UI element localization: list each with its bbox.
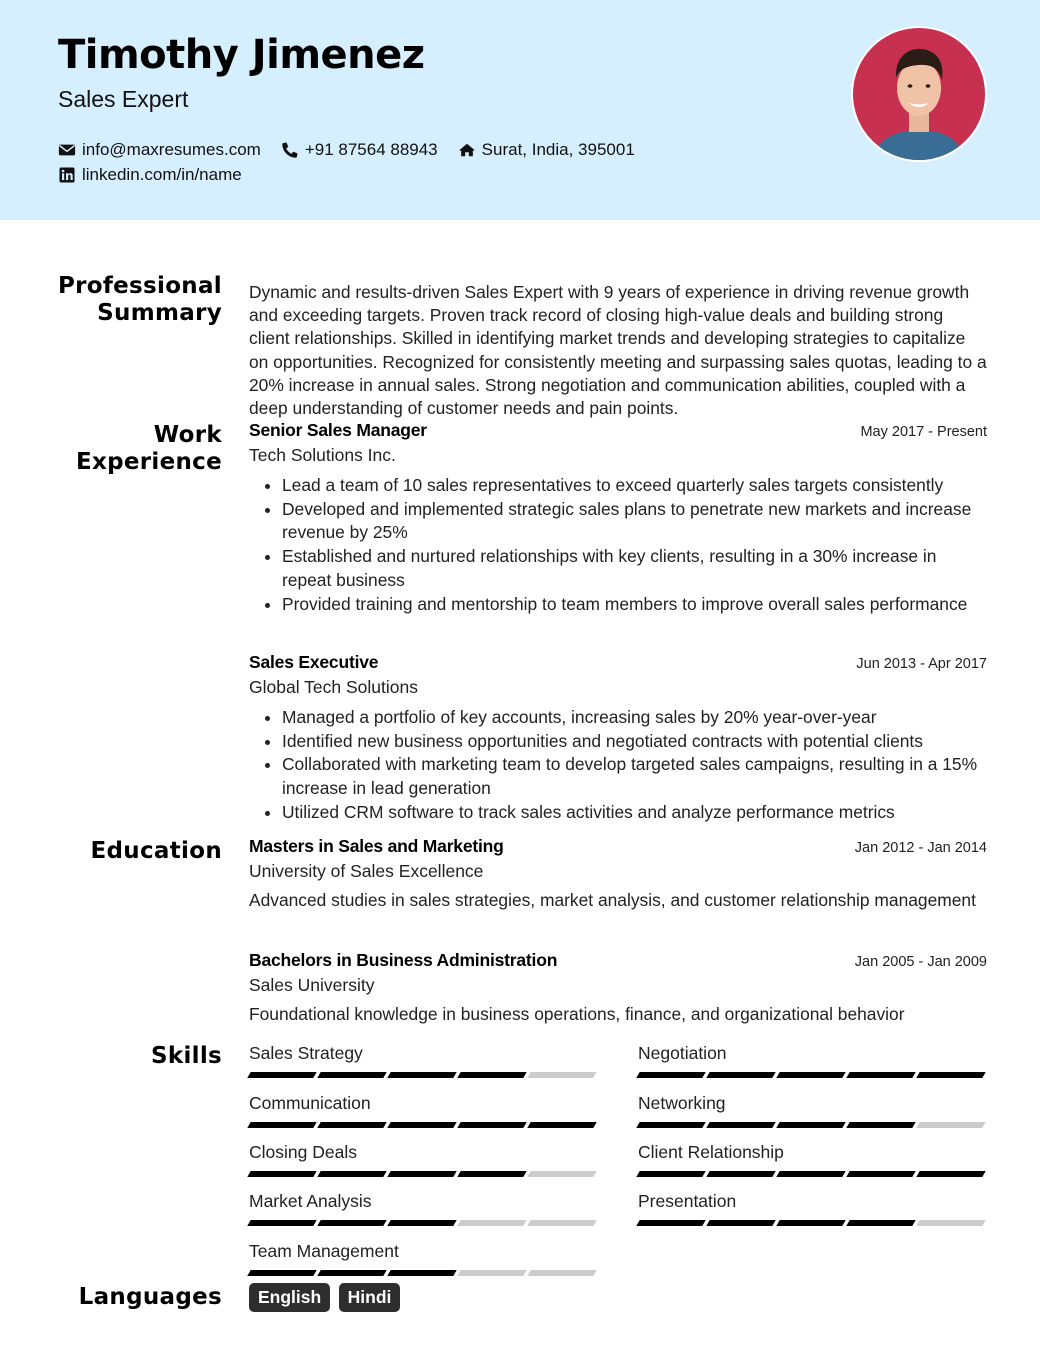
education-entry: [249, 836, 987, 913]
skill-item: [249, 1093, 597, 1128]
section-title-line: Experience: [75, 449, 222, 475]
skill-level-segment: [636, 1122, 705, 1128]
skill-item: [638, 1191, 986, 1226]
company-name: Tech Solutions Inc.: [249, 445, 396, 465]
skill-item: [249, 1142, 597, 1177]
contact-row-secondary: [58, 165, 262, 185]
resume-header: [0, 0, 1040, 220]
skill-level-segment: [706, 1171, 775, 1177]
job-bullet: • Established and nurtured relationships with key clients, resulting in a 30% increase in repeat business: [282, 545, 987, 592]
skill-level-segment: [846, 1072, 915, 1078]
skill-level-bar: [638, 1171, 986, 1177]
education-description: Advanced studies in sales strategies, market analysis, and customer relationship management: [249, 890, 976, 910]
skill-level-bar: [249, 1072, 597, 1078]
contact-phone[interactable]: [281, 140, 438, 160]
education-entry: [249, 950, 987, 1027]
skill-name: Client Relationship: [638, 1142, 784, 1162]
skill-level-segment: [636, 1171, 705, 1177]
skill-level-bar: [249, 1171, 597, 1177]
skill-level-bar: [249, 1270, 597, 1276]
skill-item: [249, 1241, 597, 1276]
skill-level-bar: [638, 1072, 986, 1078]
envelope-icon: [58, 142, 76, 158]
school-name: Sales University: [249, 975, 375, 995]
skill-item: [249, 1043, 597, 1078]
skill-level-segment: [706, 1220, 775, 1226]
education-description: Foundational knowledge in business operations, finance, and organizational behavior: [249, 1004, 905, 1024]
job-bullet: • Provided training and mentorship to team members to improve overall sales performance: [282, 593, 987, 617]
skill-level-segment: [317, 1122, 386, 1128]
skill-level-segment: [776, 1220, 845, 1226]
job-dates: Jun 2013 - Apr 2017: [856, 656, 987, 672]
experience-entry: [249, 652, 987, 825]
skill-name: Market Analysis: [249, 1191, 372, 1211]
skill-level-segment: [527, 1220, 596, 1226]
linkedin-text: linkedin.com/in/name: [82, 165, 242, 184]
skill-level-bar: [638, 1122, 986, 1128]
job-bullet: • Identified new business opportunities and negotiated contracts with potential clients: [282, 730, 987, 754]
section-title-line: Professional: [57, 273, 222, 299]
section-title-skills: Skills: [150, 1043, 222, 1069]
skill-level-segment: [247, 1220, 316, 1226]
skill-level-segment: [387, 1072, 456, 1078]
summary-text: Dynamic and results-driven Sales Expert with 9 years of experience in driving revenue growth and exceeding targets. Proven track record of closing high-value deals and building strong client relationships. Skilled in identifying market trends and developing strategies to capitalize on opportunities. Recognized for consistently meeting and surpassing sales quotas, leading to a 20% increase in annual sales. Strong negotiation and communication abilities, coupled with a deep understanding of customer needs and pain points.: [249, 282, 987, 419]
skill-item: [638, 1043, 986, 1078]
section-title-education: Education: [90, 838, 222, 864]
skill-name: Sales Strategy: [249, 1043, 363, 1063]
skill-level-segment: [636, 1220, 705, 1226]
phone-text: +91 87564 88943: [304, 140, 438, 159]
skill-level-segment: [457, 1270, 526, 1276]
job-bullet: • Collaborated with marketing team to develop targeted sales campaigns, resulting in a 15% increase in lead generation: [282, 753, 987, 800]
profile-photo: [851, 26, 987, 162]
skill-level-segment: [457, 1171, 526, 1177]
contact-row-primary: [58, 140, 655, 160]
skill-item: [249, 1191, 597, 1226]
job-bullet: • Lead a team of 10 sales representatives to exceed quarterly sales targets consistently: [282, 474, 987, 498]
skill-level-segment: [387, 1171, 456, 1177]
job-bullets: [249, 474, 987, 616]
job-title: Sales Executive: [249, 652, 379, 672]
skill-item: [638, 1142, 986, 1177]
skill-level-segment: [706, 1122, 775, 1128]
skill-level-bar: [249, 1122, 597, 1128]
skill-level-segment: [247, 1270, 316, 1276]
skill-level-segment: [457, 1220, 526, 1226]
section-title-summary: [58, 273, 222, 327]
skill-level-segment: [247, 1072, 316, 1078]
language-badge: English: [249, 1283, 330, 1312]
skill-level-segment: [527, 1122, 596, 1128]
education-dates: Jan 2012 - Jan 2014: [854, 840, 987, 856]
skill-level-segment: [776, 1122, 845, 1128]
skill-level-segment: [387, 1220, 456, 1226]
language-badge: Hindi: [339, 1283, 401, 1312]
candidate-name: Timothy Jimenez: [58, 32, 425, 78]
job-title: Senior Sales Manager: [249, 420, 427, 440]
skill-level-segment: [636, 1072, 705, 1078]
skill-level-segment: [527, 1072, 596, 1078]
profile-photo-illustration: [853, 28, 985, 160]
skill-level-segment: [916, 1171, 985, 1177]
skill-level-segment: [916, 1220, 985, 1226]
skill-level-segment: [706, 1072, 775, 1078]
skill-level-segment: [846, 1122, 915, 1128]
job-bullet: • Managed a portfolio of key accounts, increasing sales by 20% year-over-year: [282, 706, 987, 730]
skill-level-segment: [846, 1220, 915, 1226]
candidate-title: Sales Expert: [58, 86, 189, 112]
skill-level-segment: [317, 1171, 386, 1177]
contact-email[interactable]: [58, 140, 261, 160]
skill-level-segment: [247, 1171, 316, 1177]
skill-level-segment: [317, 1220, 386, 1226]
contact-address: [458, 140, 635, 160]
skill-name: Closing Deals: [249, 1142, 357, 1162]
section-title-work: [76, 422, 222, 476]
job-bullet: • Developed and implemented strategic sales plans to penetrate new markets and increase revenue by 25%: [282, 498, 987, 545]
skill-name: Communication: [249, 1093, 371, 1113]
skill-level-bar: [638, 1220, 986, 1226]
linkedin-icon: [58, 167, 76, 183]
section-title-line: Summary: [97, 300, 222, 326]
skill-level-segment: [247, 1122, 316, 1128]
skill-level-segment: [916, 1072, 985, 1078]
skill-level-segment: [916, 1122, 985, 1128]
job-dates: May 2017 - Present: [860, 424, 987, 440]
school-name: University of Sales Excellence: [249, 861, 484, 881]
skill-name: Team Management: [249, 1241, 399, 1261]
address-text: Surat, India, 395001: [481, 140, 635, 159]
education-dates: Jan 2005 - Jan 2009: [854, 954, 987, 970]
skill-level-segment: [317, 1072, 386, 1078]
skill-level-segment: [317, 1270, 386, 1276]
degree-title: Masters in Sales and Marketing: [249, 836, 504, 856]
skill-name: Negotiation: [638, 1043, 727, 1063]
section-title-line: Work: [153, 422, 222, 448]
contact-linkedin[interactable]: [58, 165, 242, 185]
skill-level-segment: [387, 1122, 456, 1128]
skill-level-segment: [776, 1072, 845, 1078]
language-list: [249, 1283, 987, 1312]
email-text: info@maxresumes.com: [82, 140, 261, 159]
skill-level-segment: [457, 1072, 526, 1078]
phone-icon: [281, 142, 299, 158]
skill-level-segment: [776, 1171, 845, 1177]
skill-level-segment: [846, 1171, 915, 1177]
skill-level-segment: [457, 1122, 526, 1128]
skill-level-bar: [249, 1220, 597, 1226]
skill-name: Networking: [638, 1093, 726, 1113]
skill-name: Presentation: [638, 1191, 737, 1211]
section-title-languages: Languages: [78, 1284, 222, 1310]
company-name: Global Tech Solutions: [249, 677, 418, 697]
experience-entry: [249, 420, 987, 616]
skill-level-segment: [387, 1270, 456, 1276]
job-bullet: • Utilized CRM software to track sales activities and analyze performance metrics: [282, 801, 987, 825]
home-icon: [458, 142, 476, 158]
skill-level-segment: [527, 1270, 596, 1276]
skill-item: [638, 1093, 986, 1128]
skill-level-segment: [527, 1171, 596, 1177]
job-bullets: [249, 706, 987, 825]
degree-title: Bachelors in Business Administration: [249, 950, 558, 970]
